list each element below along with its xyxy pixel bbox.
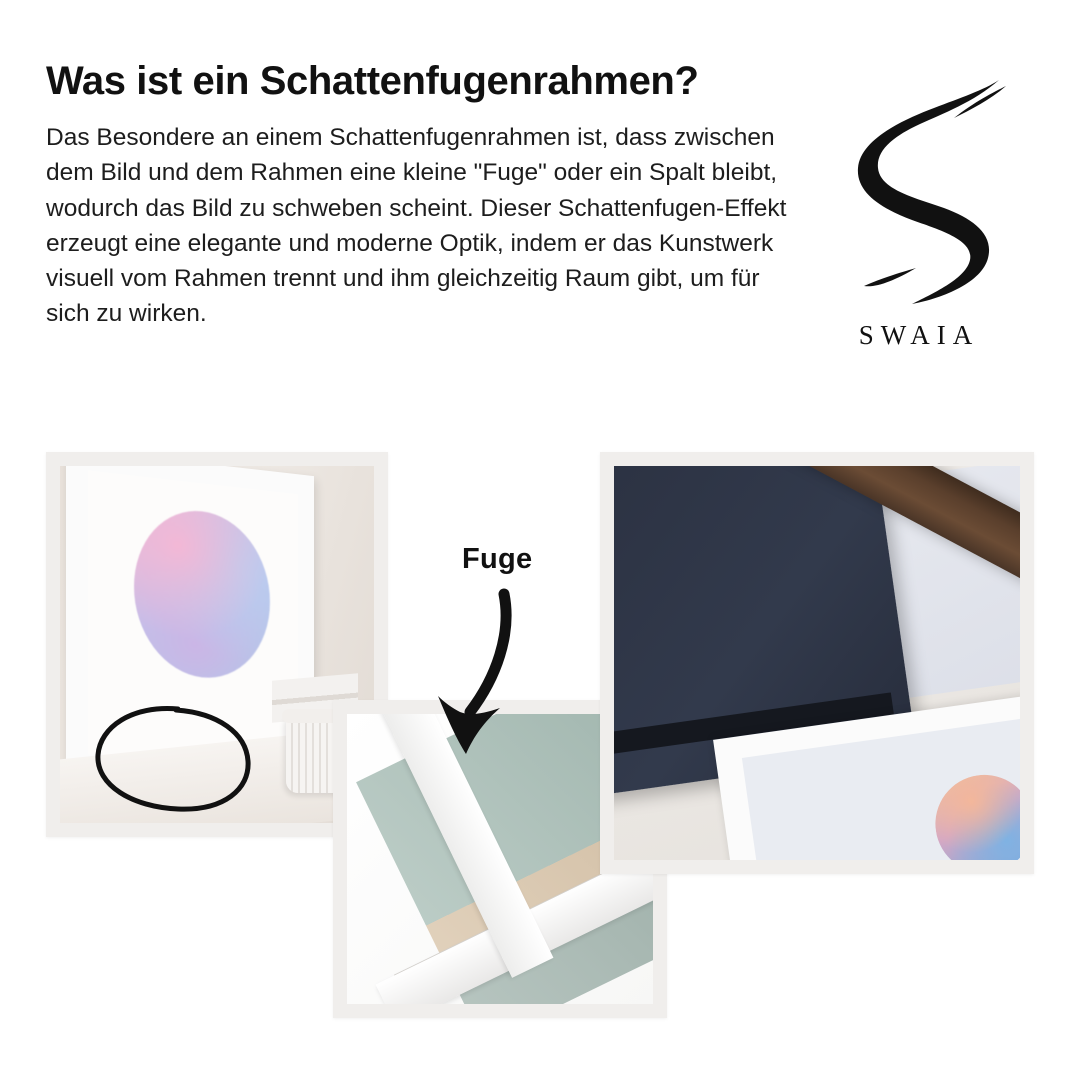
frame-artwork-area bbox=[88, 470, 298, 778]
white-frame-artwork bbox=[742, 716, 1020, 860]
fuge-annotation-label: Fuge bbox=[462, 543, 533, 575]
photo-right bbox=[600, 452, 1034, 874]
brand-wordmark: SWAIA bbox=[858, 320, 980, 350]
brand-logo bbox=[824, 72, 1014, 372]
pastel-circle-print bbox=[134, 504, 270, 685]
page-title: Was ist ein Schattenfugenrahmen? bbox=[46, 59, 699, 103]
gradient-circle-print bbox=[929, 769, 1020, 860]
photo-right-image bbox=[614, 466, 1020, 860]
intro-paragraph: Das Besondere an einem Schattenfugenrahmen ist, dass zwischen dem Bild und dem Rahmen eine kleine "Fuge" oder ein Spalt bleibt, wodurch das Bild zu schweben scheint. Dieser Schattenfugen-Effekt erzeugt eine elegante und moderne Optik, indem er das Kunstwerk visuell vom Rahmen trennt und ihm gleichzeitig Raum gibt, um für sich zu wirken. bbox=[46, 124, 787, 328]
photo-left-image bbox=[60, 466, 374, 823]
swaia-s-logo-icon bbox=[824, 72, 1014, 312]
